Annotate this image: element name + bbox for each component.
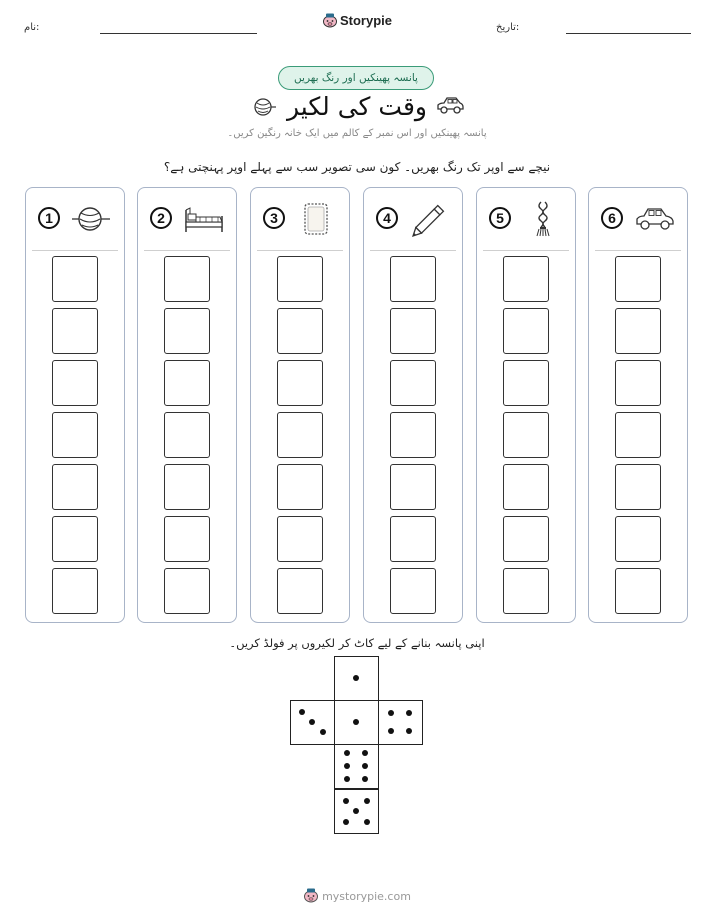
bed-icon <box>182 200 226 238</box>
column-header <box>257 188 343 251</box>
color-box[interactable] <box>52 412 98 458</box>
bread-slice-icon <box>295 200 339 238</box>
color-box[interactable] <box>503 360 549 406</box>
dice-pip <box>344 750 350 756</box>
brand-name: Storypie <box>339 13 392 28</box>
color-box[interactable] <box>277 464 323 510</box>
dice-pip <box>388 728 394 734</box>
color-box[interactable] <box>615 464 661 510</box>
brand-logo <box>0 13 714 28</box>
color-box[interactable] <box>277 412 323 458</box>
color-box[interactable] <box>390 256 436 302</box>
color-box[interactable] <box>503 464 549 510</box>
dice-face-4 <box>378 700 423 745</box>
dice-face-1 <box>334 700 379 745</box>
dice-pip <box>344 776 350 782</box>
dice-pip <box>299 709 305 715</box>
color-box[interactable] <box>52 516 98 562</box>
color-box[interactable] <box>164 308 210 354</box>
color-box[interactable] <box>164 516 210 562</box>
car-icon <box>633 200 677 238</box>
timeline-column-6 <box>588 187 688 623</box>
column-header <box>370 188 456 251</box>
column-header <box>595 188 681 251</box>
column-header <box>144 188 230 251</box>
dice-pip <box>343 819 349 825</box>
color-box[interactable] <box>164 568 210 614</box>
dice-face-5 <box>334 789 379 834</box>
color-box[interactable] <box>52 256 98 302</box>
dice-pip <box>344 763 350 769</box>
column-header <box>483 188 569 251</box>
color-box[interactable] <box>615 412 661 458</box>
color-box[interactable] <box>52 464 98 510</box>
timeline-column-2 <box>137 187 237 623</box>
dice-pip <box>362 776 368 782</box>
dice-pip <box>364 819 370 825</box>
column-number: 3 <box>263 207 285 229</box>
color-box[interactable] <box>277 516 323 562</box>
color-box[interactable] <box>390 412 436 458</box>
dice-pip <box>362 750 368 756</box>
name-label: نام: <box>24 22 40 33</box>
date-line[interactable] <box>566 33 691 34</box>
color-box[interactable] <box>164 360 210 406</box>
dice-pip <box>309 719 315 725</box>
footer <box>0 888 714 903</box>
dice-pip <box>364 798 370 804</box>
dice-pip <box>406 710 412 716</box>
pig-logo-icon <box>322 13 338 28</box>
page-title: وقت کی لکیر <box>287 92 427 121</box>
column-number: 4 <box>376 207 398 229</box>
dice-pip <box>406 728 412 734</box>
worksheet-badge: پانسہ پھینکیں اور رنگ بھریں <box>278 66 434 90</box>
color-box[interactable] <box>503 256 549 302</box>
color-box[interactable] <box>615 308 661 354</box>
footer-url[interactable]: mystorypie.com <box>322 890 411 903</box>
color-box[interactable] <box>52 308 98 354</box>
dice-face-3 <box>290 700 335 745</box>
color-box[interactable] <box>52 568 98 614</box>
color-box[interactable] <box>277 256 323 302</box>
dice-pip <box>343 798 349 804</box>
pig-footer-icon <box>303 888 319 903</box>
color-box[interactable] <box>390 568 436 614</box>
column-number: 2 <box>150 207 172 229</box>
color-box[interactable] <box>503 412 549 458</box>
pencil-icon <box>408 200 452 238</box>
color-box[interactable] <box>277 308 323 354</box>
fold-instruction: اپنی پانسہ بنانے کے لیے کاٹ کر لکیروں پر فولڈ کریں۔ <box>229 636 485 650</box>
dice-face-1 <box>334 656 379 701</box>
color-box[interactable] <box>503 308 549 354</box>
dice-pip <box>362 763 368 769</box>
column-header <box>32 188 118 251</box>
timeline-column-1 <box>25 187 125 623</box>
dice-pip <box>353 719 359 725</box>
color-box[interactable] <box>503 516 549 562</box>
subtitle: پانسہ پھینکیں اور اس نمبر کے کالم میں ایک خانہ رنگین کریں۔ <box>227 128 487 139</box>
color-box[interactable] <box>615 568 661 614</box>
instruction: نیچے سے اوپر تک رنگ بھریں۔ کون سی تصویر سب سے پہلے اوپر پہنچتی ہے؟ <box>163 160 551 174</box>
color-box[interactable] <box>164 412 210 458</box>
color-box[interactable] <box>615 360 661 406</box>
date-label: تاریخ: <box>496 22 520 33</box>
color-box[interactable] <box>277 568 323 614</box>
color-box[interactable] <box>615 516 661 562</box>
yarn-ball-icon <box>70 200 114 238</box>
dice-pip <box>320 729 326 735</box>
dice-pip <box>388 710 394 716</box>
title-car-icon <box>435 95 465 121</box>
braid-icon <box>521 200 565 238</box>
column-number: 1 <box>38 207 60 229</box>
color-box[interactable] <box>52 360 98 406</box>
dice-pip <box>353 808 359 814</box>
color-box[interactable] <box>503 568 549 614</box>
column-number: 5 <box>489 207 511 229</box>
dice-pip <box>353 675 359 681</box>
column-number: 6 <box>601 207 623 229</box>
color-box[interactable] <box>615 256 661 302</box>
color-box[interactable] <box>390 360 436 406</box>
color-box[interactable] <box>164 256 210 302</box>
color-box[interactable] <box>164 464 210 510</box>
color-box[interactable] <box>390 308 436 354</box>
timeline-column-3 <box>250 187 350 623</box>
dice-face-6 <box>334 744 379 789</box>
color-box[interactable] <box>277 360 323 406</box>
color-box[interactable] <box>390 516 436 562</box>
timeline-column-5 <box>476 187 576 623</box>
color-box[interactable] <box>390 464 436 510</box>
name-line[interactable] <box>100 33 257 34</box>
timeline-column-4 <box>363 187 463 623</box>
